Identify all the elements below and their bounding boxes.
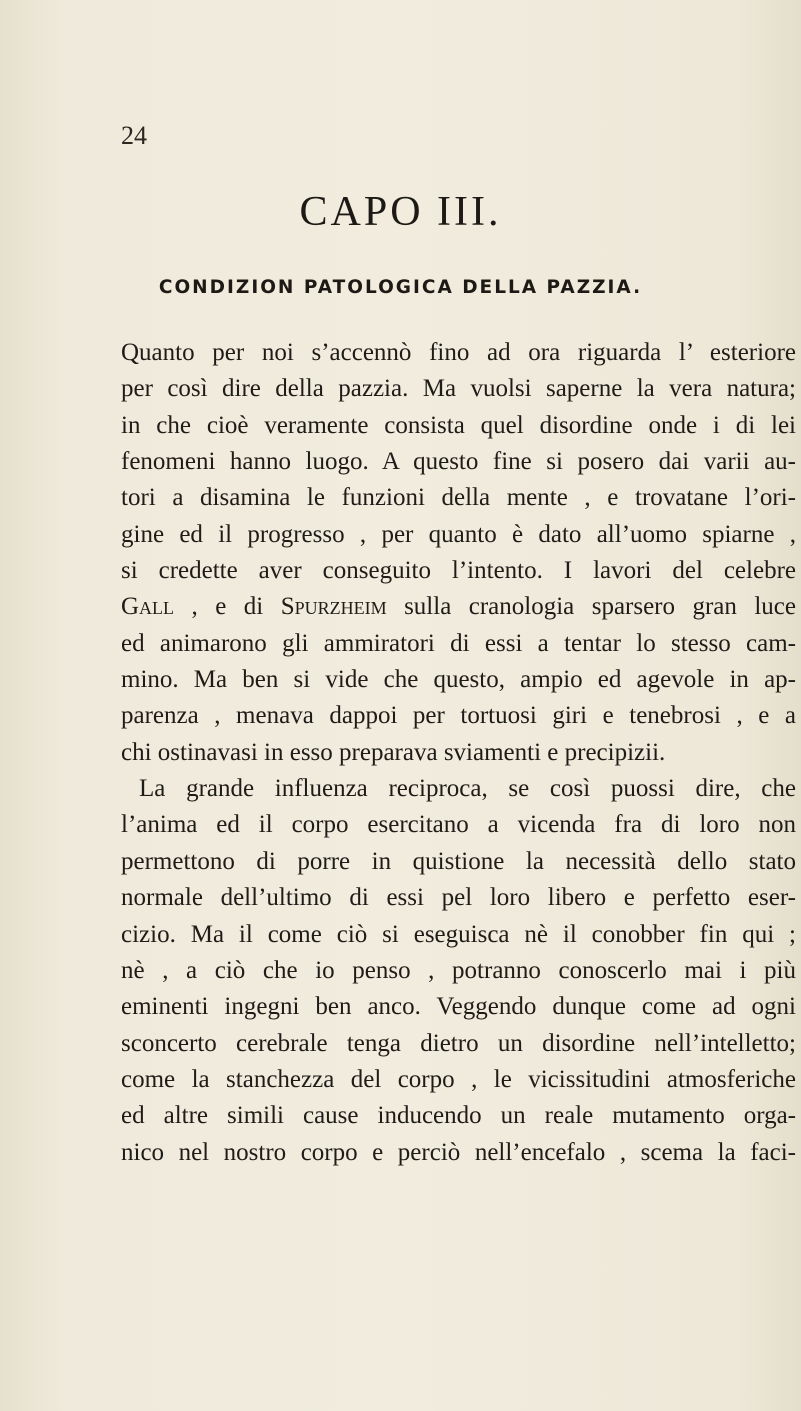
text-line: cizio. Ma il come ciò si eseguisca nè il conobber fin qui ; — [121, 920, 796, 948]
text-line: nico nel nostro corpo e perciò nell’encefalo , scema la faci- — [121, 1138, 796, 1166]
text-line: per così dire della pazzia. Ma vuolsi saperne la vera natura; — [121, 375, 796, 403]
text-line: come la stanchezza del corpo , le vicissitudini atmosferiche — [121, 1065, 796, 1093]
text-line: mino. Ma ben si vide che questo, ampio ed agevole in ap- — [121, 666, 796, 694]
text-line: l’anima ed il corpo esercitano a vicenda fra di loro non — [121, 811, 796, 839]
chapter-subtitle: CONDIZION PATOLOGICA DELLA PAZZIA. — [158, 277, 643, 298]
text-line: sconcerto cerebrale tenga dietro un disordine nell’intelletto; — [121, 1029, 796, 1057]
text-line: ed altre simili cause inducendo un reale mutamento orga- — [121, 1102, 796, 1130]
body-text — [121, 335, 796, 1171]
text-line: chi ostinavasi in esso preparava sviamenti e precipizii. — [121, 738, 666, 766]
text-line: ed animarono gli ammiratori di essi a tentar lo stesso cam- — [121, 629, 796, 657]
text-line: permettono di porre in quistione la necessità dello stato — [121, 847, 796, 875]
chapter-title: CAPO III. — [299, 189, 502, 235]
text-line: normale dell’ultimo di essi pel loro libero e perfetto eser- — [121, 884, 796, 912]
text-line: parenza , menava dappoi per tortuosi giri e tenebrosi , e a — [121, 702, 796, 730]
text-line: fenomeni hanno luogo. A questo fine si posero dai varii au- — [121, 448, 796, 476]
text-line: si credette aver conseguito l’intento. I lavori del celebre — [121, 557, 796, 585]
text-line: Gall , e di Spurzheim sulla cranologia sparsero gran luce — [121, 593, 796, 621]
text-line: in che cioè veramente consista quel disordine onde i di lei — [121, 411, 796, 439]
page-number: 24 — [121, 121, 147, 150]
text-line: eminenti ingegni ben anco. Veggendo dunque come ad ogni — [121, 993, 796, 1021]
text-line: nè , a ciò che io penso , potranno conoscerlo mai i più — [121, 956, 796, 984]
text-line: gine ed il progresso , per quanto è dato all’uomo spiarne , — [121, 520, 796, 548]
text-line: La grande influenza reciproca, se così puossi dire, che — [139, 775, 796, 803]
text-line: Quanto per noi s’accennò fino ad ora riguarda l’ esteriore — [121, 339, 796, 366]
text-line: tori a disamina le funzioni della mente , e trovatane l’ori- — [121, 484, 796, 512]
